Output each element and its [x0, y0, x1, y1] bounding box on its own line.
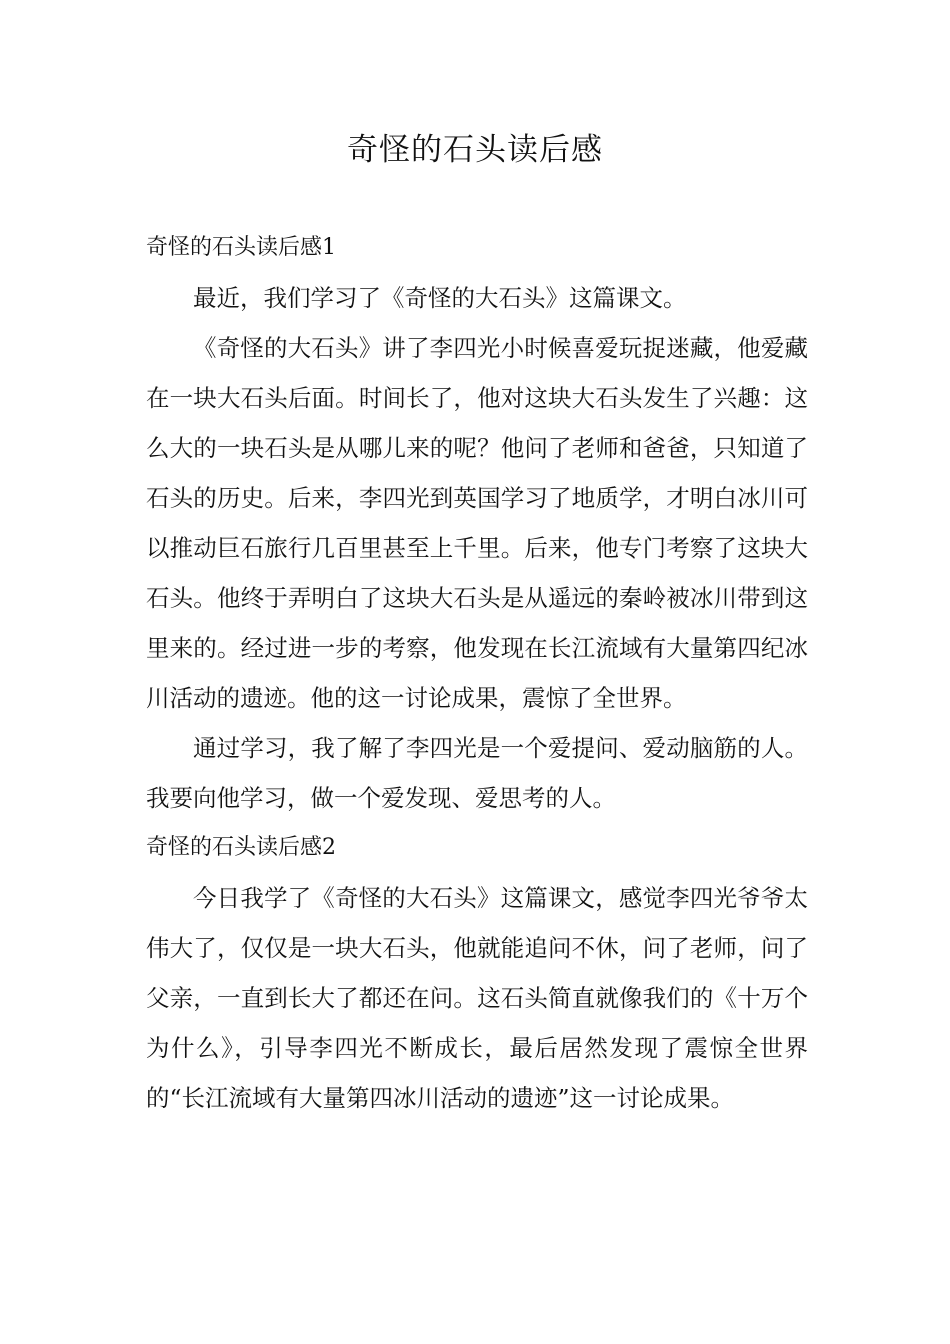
paragraph: 最近，我们学习了《奇怪的大石头》这篇课文。	[193, 284, 687, 312]
page-title: 奇怪的石头读后感	[347, 132, 603, 168]
section-1	[146, 223, 808, 823]
paragraph: 《奇怪的大石头》讲了李四光小时候喜爱玩捉迷藏，他爱藏在一块大石头后面。时间长了，他对这块大石头发生了兴趣：这么大的一块石头是从哪儿来的呢？他问了老师和爸爸，只知道了石头的历史。后来，李四光到英国学习了地质学，才明白冰川可以推动巨石旅行几百里甚至上千里。后来，他专门考察了这块大石头。他终于弄明白了这块大石头是从遥远的秦岭被冰川带到这里来的。经过进一步的考察，他发现在长江流域有大量第四纪冰川活动的遗迹。他的这一讨论成果，震惊了全世界。	[146, 334, 808, 712]
section-2	[146, 823, 808, 1123]
section-heading: 奇怪的石头读后感1	[146, 235, 336, 260]
paragraph: 今日我学了《奇怪的大石头》这篇课文，感觉李四光爷爷太伟大了，仅仅是一块大石头，他就能追问不休，问了老师，问了父亲，一直到长大了都还在问。这石头简直就像我们的《十万个为什么》，引导李四光不断成长，最后居然发现了震惊全世界的“长江流域有大量第四冰川活动的遗迹”这一讨论成果。	[146, 884, 808, 1112]
document-body	[146, 223, 808, 1123]
section-heading: 奇怪的石头读后感2	[146, 835, 336, 860]
paragraph: 通过学习，我了解了李四光是一个爱提问、爱动脑筋的人。我要向他学习，做一个爱发现、爱思考的人。	[146, 734, 808, 812]
